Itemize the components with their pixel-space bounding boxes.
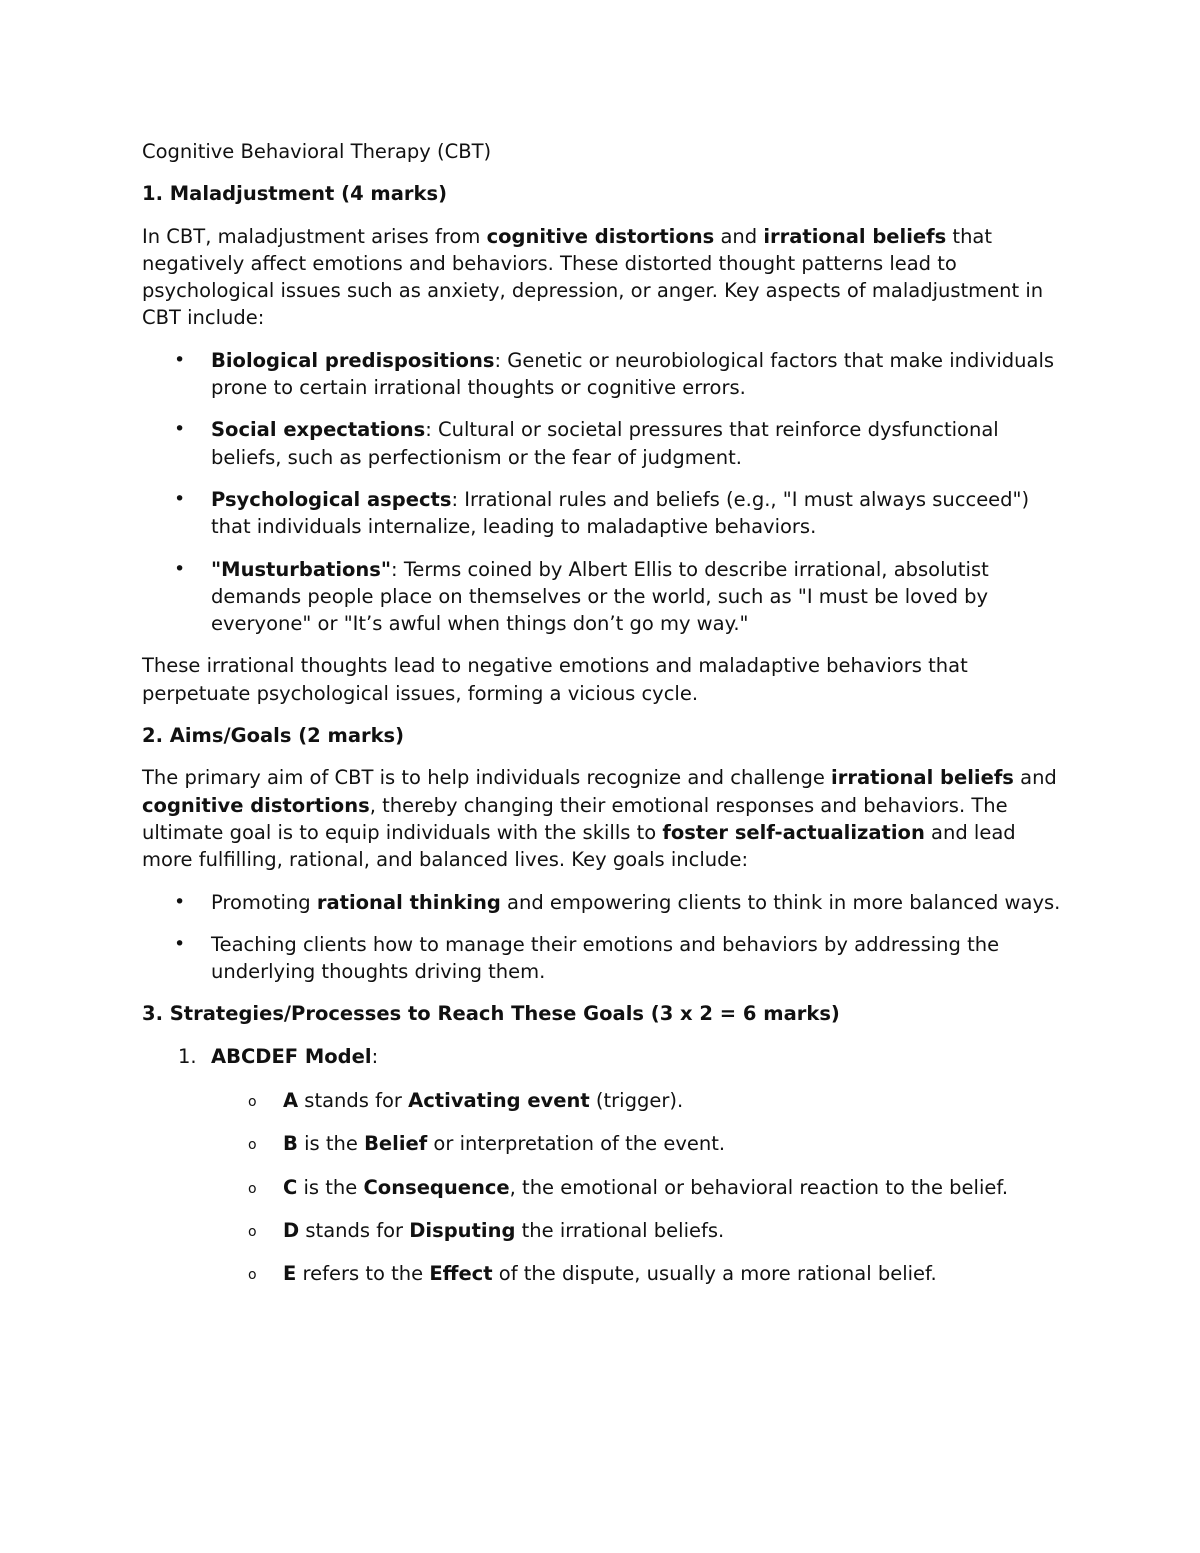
maladjustment-bullet-list: [142, 347, 1062, 638]
bold-text-run: Activating event: [408, 1089, 590, 1113]
maladjustment-intro-paragraph: [142, 223, 1062, 332]
text-run: stands for: [299, 1218, 410, 1242]
text-run: is the: [297, 1132, 365, 1156]
bold-text-run: Psychological aspects: [211, 487, 452, 511]
bold-text-run: Consequence: [363, 1175, 510, 1199]
sub-bullet-marker: o: [248, 1267, 257, 1284]
bullet-marker: •: [174, 890, 186, 913]
document-title: Cognitive Behavioral Therapy (CBT): [142, 140, 492, 163]
list-item: [142, 486, 1062, 541]
text-run: stands for: [298, 1089, 409, 1113]
text-run: or interpretation of the event.: [427, 1132, 726, 1156]
text-run: and lead more fulfilling, rational, and balanced lives. Key goals include:: [142, 820, 1016, 872]
aims-intro-paragraph: [142, 764, 1062, 873]
list-item: [142, 556, 1062, 638]
text-run: the irrational beliefs.: [515, 1218, 725, 1242]
list-item: [142, 1260, 1062, 1287]
list-item: [142, 889, 1062, 916]
text-run: The primary aim of CBT is to help individuals recognize and challenge: [142, 766, 832, 790]
bold-text-run: cognitive distortions: [486, 224, 715, 248]
bold-text-run: Disputing: [409, 1218, 516, 1242]
text-run: (trigger).: [589, 1089, 684, 1113]
number-marker: 1.: [178, 1044, 197, 1068]
text-run: and: [714, 224, 764, 248]
text-run: that negatively affect emotions and behaviors. These distorted thought patterns lead to psychological issues such as anxiety, depression, or anger. Key aspects of maladjustment in CBT include:: [142, 224, 1044, 330]
bold-text-run: irrational beliefs: [763, 224, 947, 248]
maladjustment-closing-paragraph: [142, 652, 1062, 707]
step-label: [211, 1045, 378, 1068]
abcdef-sub-list: [211, 1087, 1062, 1287]
section-heading-aims-goals: 2. Aims/Goals (2 marks): [142, 724, 405, 748]
sub-bullet-marker: o: [248, 1223, 257, 1240]
text-run: : Irrational rules and beliefs (e.g., "I must always succeed") that individuals internalize, leading to maladaptive behaviors.: [211, 487, 1030, 539]
bold-text-run: irrational beliefs: [831, 766, 1014, 790]
sub-bullet-marker: o: [248, 1180, 257, 1197]
sub-bullet-marker: o: [248, 1137, 257, 1154]
bold-text-run: rational thinking: [316, 890, 501, 914]
text-run: In CBT, maladjustment arises from: [142, 224, 487, 248]
list-item: [142, 1217, 1062, 1244]
text-run: : Genetic or neurobiological factors that make individuals prone to certain irrational thoughts or cognitive errors.: [211, 348, 1055, 400]
section-heading-strategies: 3. Strategies/Processes to Reach These Goals (3 x 2 = 6 marks): [142, 1002, 840, 1026]
bold-text-run: cognitive distortions: [142, 793, 370, 817]
sub-bullet-marker: o: [248, 1094, 257, 1111]
bold-text-run: Belief: [364, 1132, 428, 1156]
text-run: is the: [297, 1175, 364, 1199]
strategies-numbered-list: [142, 1043, 1062, 1288]
bullet-marker: •: [174, 557, 186, 580]
bold-text-run: D: [283, 1218, 300, 1242]
list-item: [142, 931, 1062, 986]
aims-bullet-list: [142, 889, 1062, 986]
text-run: : Terms coined by Albert Ellis to describe irrational, absolutist demands people place on themselves or the world, such as "I must be loved by everyone" or "It’s awful when things don’t go my way.": [211, 557, 989, 636]
text-run: , the emotional or behavioral reaction to the belief.: [509, 1175, 1009, 1199]
document-page: [142, 138, 1062, 1304]
bold-text-run: Effect: [429, 1262, 493, 1286]
bullet-marker: •: [174, 932, 186, 955]
list-item: [142, 416, 1062, 471]
bold-text-run: "Musturbations": [211, 557, 392, 581]
list-item: [142, 1130, 1062, 1157]
text-run: : Cultural or societal pressures that reinforce dysfunctional beliefs, such as perfectionism or the fear of judgment.: [211, 418, 999, 469]
text-run: and: [1013, 766, 1057, 790]
bullet-marker: •: [174, 487, 186, 510]
list-item: [142, 1174, 1062, 1201]
bold-text-run: A: [283, 1089, 299, 1113]
bullet-marker: •: [174, 348, 186, 371]
bullet-marker: •: [174, 418, 186, 441]
list-item: [142, 347, 1062, 402]
text-run: refers to the: [296, 1262, 430, 1286]
bold-text-run: Biological predispositions: [211, 348, 495, 372]
text-run: , thereby changing their emotional responses and behaviors. The ultimate goal is to equip individuals with the skills to: [142, 793, 1008, 844]
section-heading-maladjustment: 1. Maladjustment (4 marks): [142, 182, 448, 206]
bold-text-run: B: [283, 1132, 298, 1156]
text-run: Teaching clients how to manage their emotions and behaviors by addressing the underlying thoughts driving them.: [211, 932, 1000, 984]
text-run: of the dispute, usually a more rational belief.: [492, 1262, 937, 1286]
bold-text-run: ABCDEF Model: [211, 1044, 372, 1068]
bold-text-run: foster self-actualization: [662, 820, 925, 844]
list-item: [142, 1043, 1062, 1288]
list-item: [142, 1087, 1062, 1114]
text-run: Promoting: [211, 890, 317, 914]
bold-text-run: E: [283, 1262, 297, 1286]
bold-text-run: Social expectations: [211, 418, 426, 442]
bold-text-run: C: [283, 1175, 298, 1199]
text-run: These irrational thoughts lead to negative emotions and maladaptive behaviors that perpetuate psychological issues, forming a vicious cycle.: [142, 654, 968, 705]
text-run: and empowering clients to think in more balanced ways.: [500, 890, 1061, 914]
text-run: :: [371, 1044, 379, 1068]
